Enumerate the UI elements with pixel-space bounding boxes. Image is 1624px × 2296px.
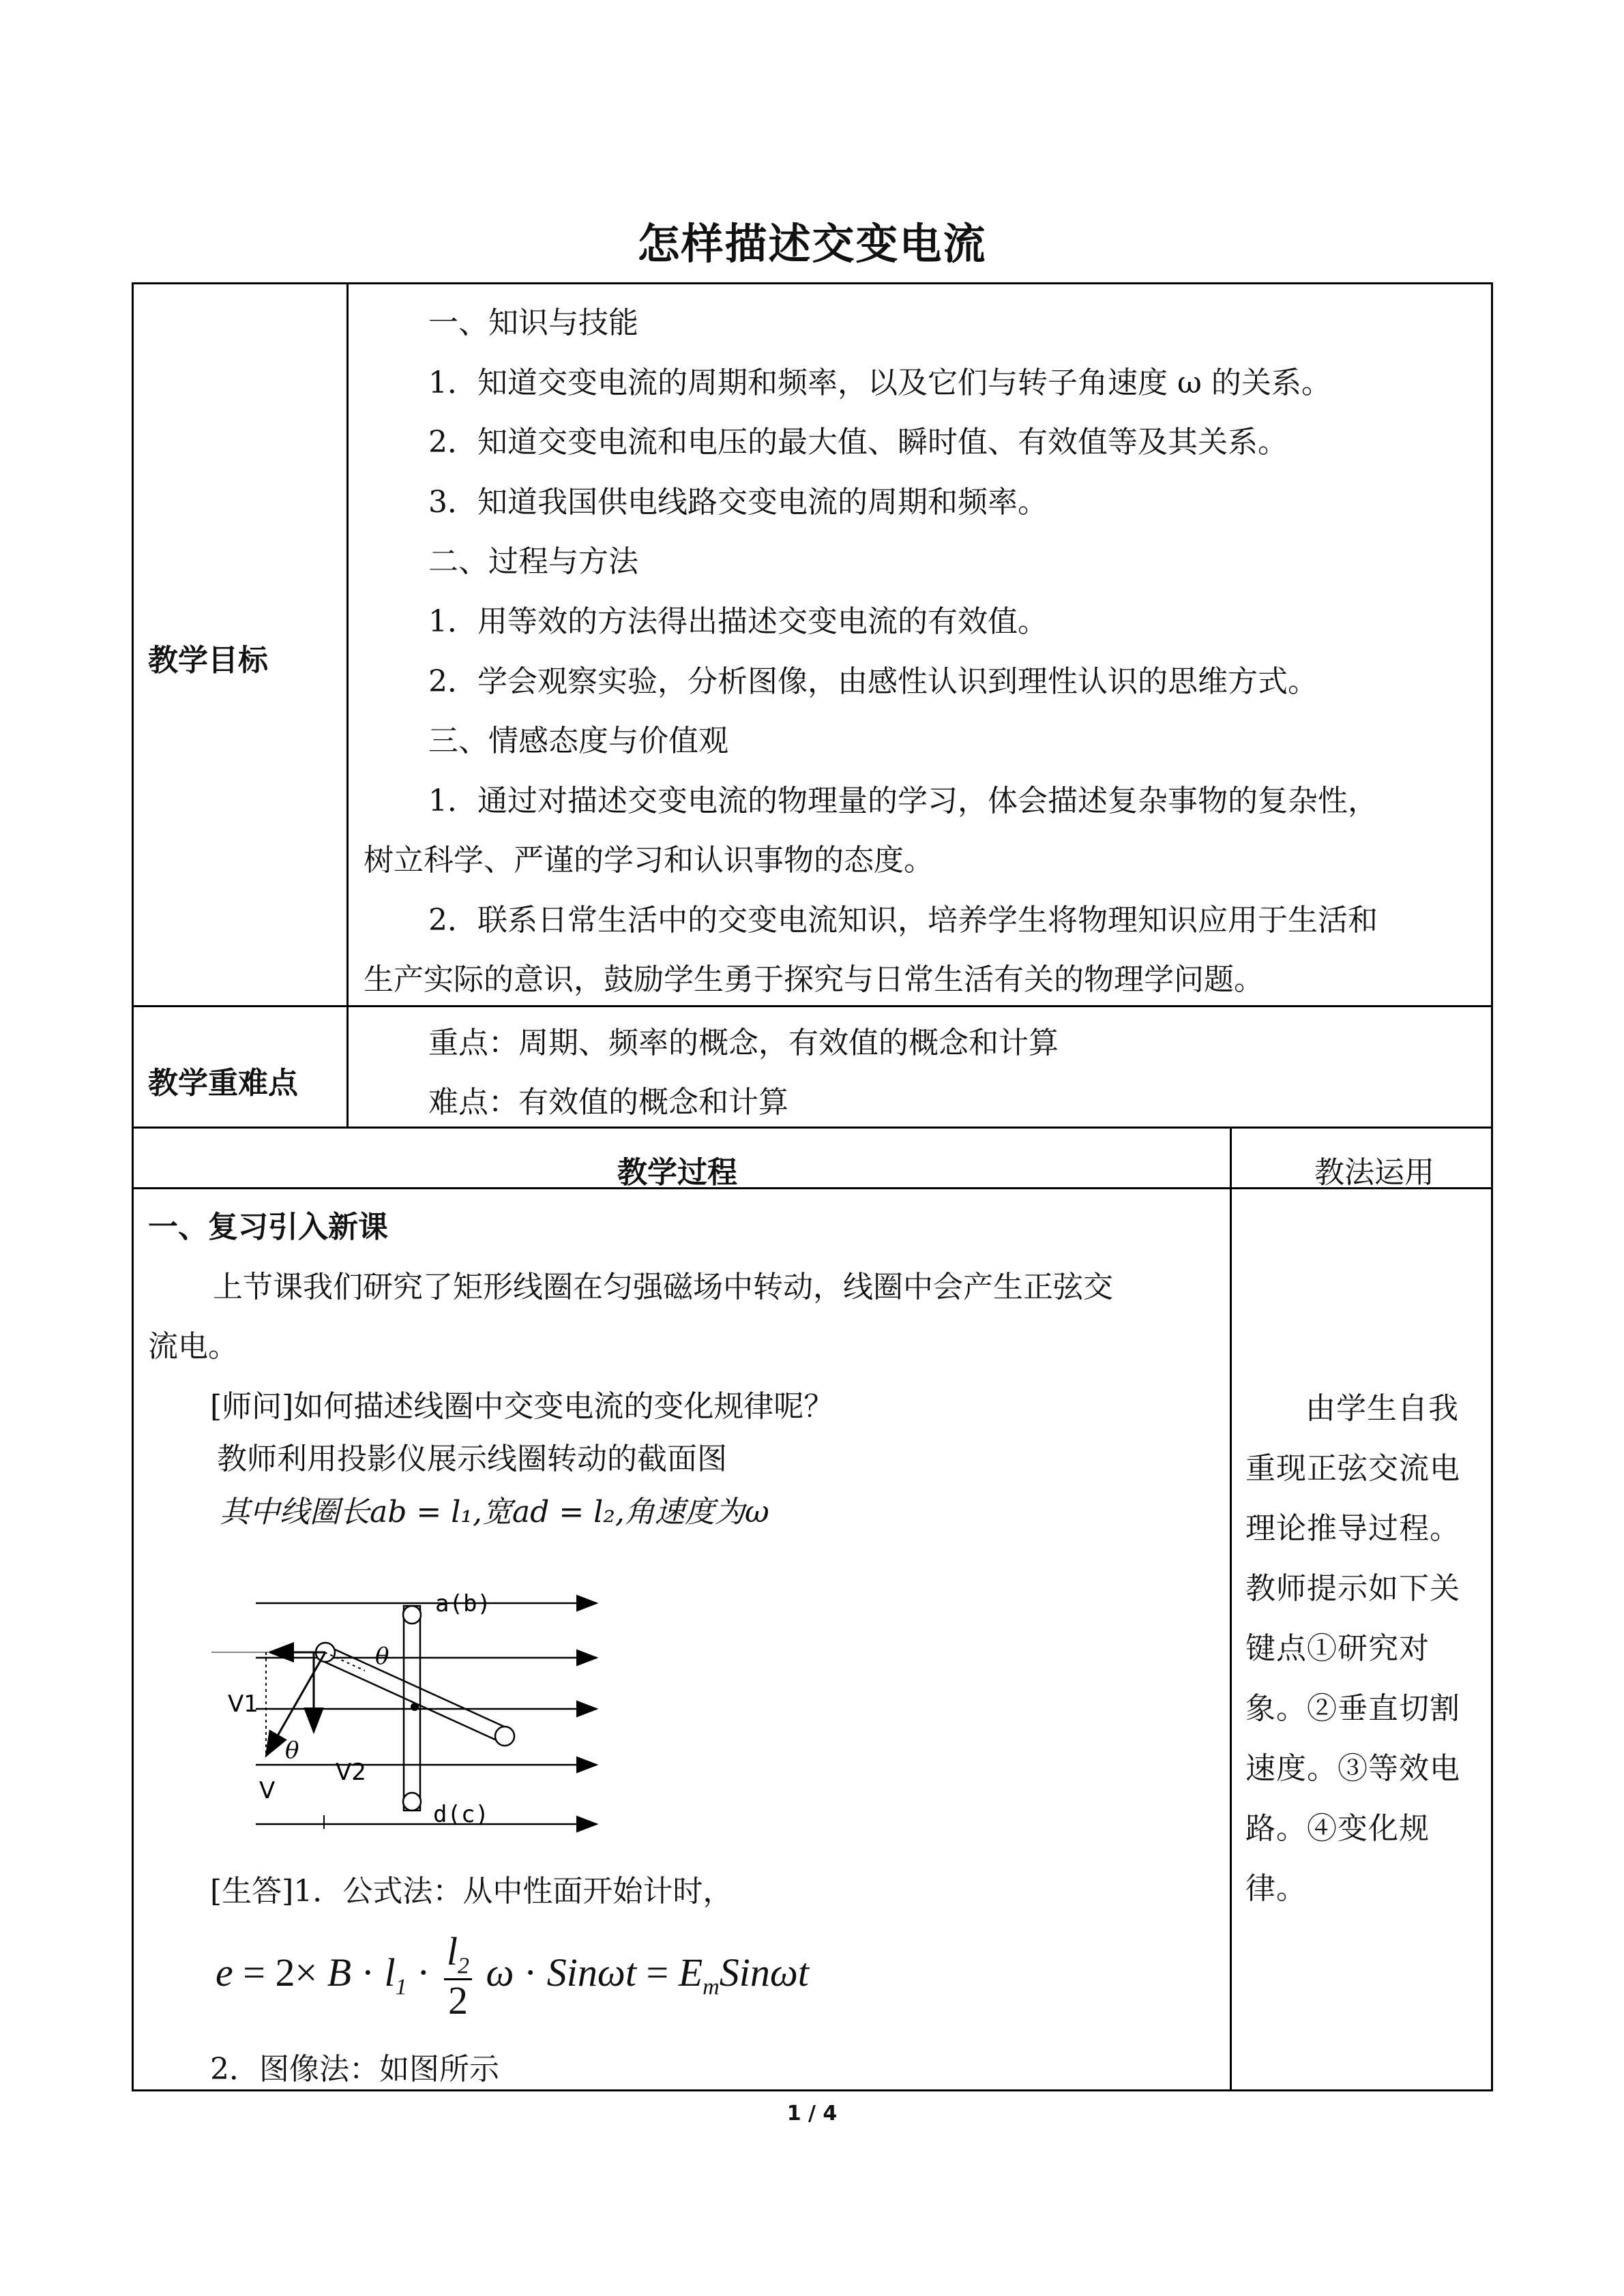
student-answer: [生答]1．公式法：从中性面开始计时， [210,1874,733,1909]
label-v: V [259,1777,276,1804]
objectives-line: 1．用等效的方法得出描述交变电流的有效值。 [428,604,1048,639]
section-title: 一、复习引入新课 [148,1210,388,1244]
teacher-note: 教师利用投影仪展示线圈转动的截面图 [217,1442,727,1476]
coil-cross-section-diagram [205,1575,614,1848]
graph-method-line: 2．图像法：如图所示 [210,2052,499,2087]
table-method-divider [1230,1127,1232,2091]
label-v2: V2 [336,1759,366,1786]
keypoints-line: 重点：周期、频率的概念，有效值的概念和计算 [428,1026,1059,1060]
objectives-line: 2．学会观察实验，分析图像，由感性认识到理性认识的思维方式。 [428,664,1318,699]
emf-equation: $e = 2\times B \cdot l_1$ · $\frac{l_2}{2}$ $\omega \cdot Sin\omega t = E_mSin\omega t$ [216,1929,809,2023]
table-right-border [1491,282,1493,2091]
coil-dimensions: 其中线圈长ab = l₁,宽ad = l₂,角速度为ω [220,1495,769,1530]
keypoints-line: 难点：有效值的概念和计算 [428,1085,788,1120]
objectives-line: 生产实际的意识，鼓励学生勇于探究与日常生活有关的物理学问题。 [364,962,1264,997]
objectives-line: 一、知识与技能 [428,305,638,340]
teacher-question: [师问]如何描述线圈中交变电流的变化规律呢？ [210,1389,834,1424]
method-header: 教法运用 [1314,1155,1434,1190]
objectives-line: 二、过程与方法 [428,544,638,579]
label-v1: V1 [228,1690,259,1718]
paragraph-line: 上节课我们研究了矩形线圈在匀强磁场中转动，线圈中会产生正弦交 [213,1270,1113,1304]
table-bottom-border [132,2089,1493,2091]
objectives-line: 三、情感态度与价值观 [428,724,728,758]
objectives-line: 树立科学、严谨的学习和认识事物的态度。 [364,843,934,878]
objectives-line: 1．知道交变电流的周期和频率，以及它们与转子角速度 ω 的关系。 [428,366,1331,400]
table-border-process-header-bottom [132,1187,1493,1189]
page-number: 1 / 4 [786,2102,838,2126]
keypoints-label: 教学重难点 [148,1066,298,1101]
method-note: 由学生自我重现正弦交流电理论推导过程。教师提示如下关键点①研究对象。②垂直切割速度。③等效电路。④变化规律。 [1245,1391,1460,1906]
table-border-keypoints-bottom [132,1127,1493,1129]
page-title: 怎样描述交变电流 [637,219,987,269]
label-theta-top: θ [375,1643,389,1670]
objectives-line: 3．知道我国供电线路交变电流的周期和频率。 [428,485,1048,520]
objectives-line: 2．知道交变电流和电压的最大值、瞬时值、有效值等及其关系。 [428,425,1288,460]
label-dc: d(c) [433,1801,489,1828]
label-ab: a(b) [435,1590,491,1617]
objectives-line: 1．通过对描述交变电流的物理量的学习，体会描述复杂事物的复杂性， [428,784,1378,818]
objectives-line: 2．联系日常生活中的交变电流知识，培养学生将物理知识应用于生活和 [428,903,1378,938]
paragraph-line: 流电。 [148,1329,238,1364]
table-left-border [132,282,134,2091]
table-top-border [132,282,1493,284]
table-label-divider [346,282,349,1129]
process-header: 教学过程 [617,1155,737,1190]
objectives-label: 教学目标 [148,643,268,678]
label-theta-bottom: θ [285,1737,299,1764]
table-border-objectives-bottom [132,1005,1493,1007]
